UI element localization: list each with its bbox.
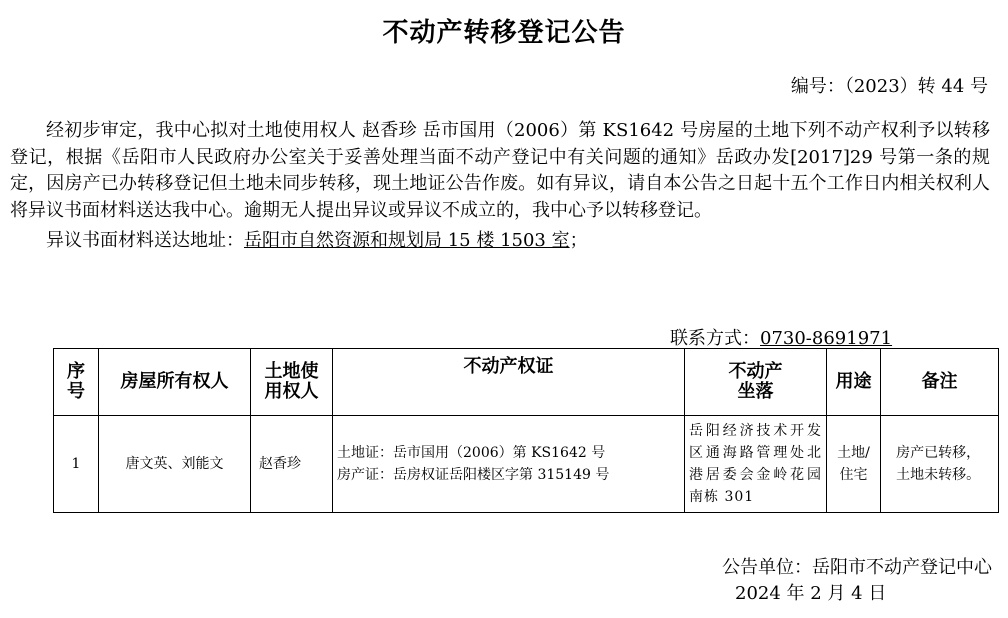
cell-owner: 唐文英、刘能文 [99,416,251,513]
header-remark: 备注 [881,349,999,416]
cell-location: 岳阳经济技术开发区通海路管理处北港居委会金岭花园南栋 301 [685,416,827,513]
notice-paragraph: 经初步审定，我中心拟对土地使用权人 赵香珍 岳市国用（2006）第 KS1642 号房屋的土地下列不动产权利予以转移登记，根据《岳阳市人民政府办公室关于妥善处理当面不动产登记中有关问题的通知》岳政办发[2017]29 号第一条的规定，因房产已办转移登记但土地未同步转移，现土地证公告作废。如有异议，请自本公告之日起十五个工作日内相关权利人将异议书面材料送达我中心。逾期无人提出异议或异议不成立的，我中心予以转移登记。 [10,120,990,221]
notice-body [10,118,990,255]
cell-certificate [333,416,685,513]
table-header-row [54,349,999,416]
cell-index: 1 [54,416,99,513]
unit-label: 公告单位： [722,557,812,578]
header-location: 不动产坐落 [685,349,827,416]
contact-info [670,324,892,350]
announcement-date: 2024 年 2 月 4 日 [735,583,887,604]
address-label: 异议书面材料送达地址： [46,230,244,251]
address-end: ； [569,230,588,251]
certificate-house: 房产证：岳房权证岳阳楼区字第 315149 号 [337,467,610,483]
header-usage: 用途 [827,349,881,416]
header-index: 序号 [54,349,99,416]
header-land-user: 土地使用权人 [251,349,333,416]
contact-phone: 0730-8691971 [760,328,893,349]
cell-usage: 土地/住宅 [827,416,881,513]
header-certificate: 不动产权证 [333,349,685,416]
announcing-unit [722,553,992,579]
unit-name: 岳阳市不动产登记中心 [812,557,992,578]
header-owner: 房屋所有权人 [99,349,251,416]
serial-number: 编号：（2023）转 44 号 [790,76,988,97]
cell-remark: 房产已转移，土地未转移。 [881,416,999,513]
objection-address [10,228,990,255]
contact-label: 联系方式： [670,328,760,349]
address-value: 岳阳市自然资源和规划局 15 楼 1503 室 [244,230,570,251]
page-title: 不动产转移登记公告 [382,18,626,48]
registration-table [53,348,999,513]
cell-land-user: 赵香珍 [251,416,333,513]
table-row [54,416,999,513]
certificate-land: 土地证：岳市国用（2006）第 KS1642 号 [337,445,606,461]
